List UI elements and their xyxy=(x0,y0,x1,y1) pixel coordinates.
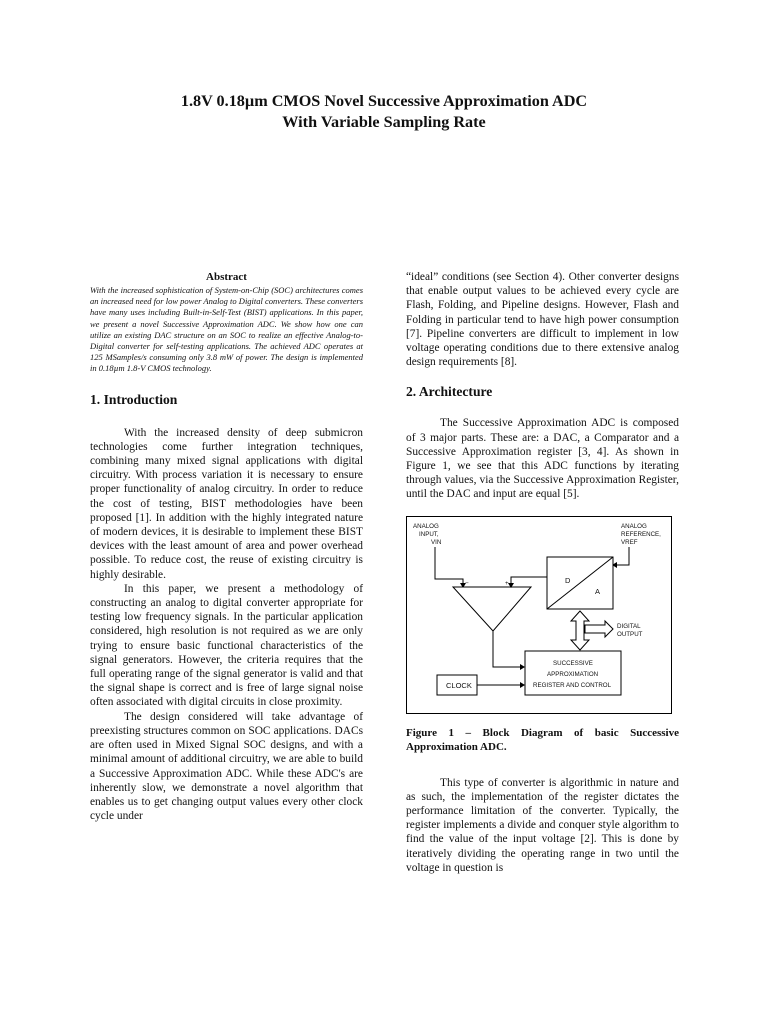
analog-input-label-3: VIN xyxy=(431,538,442,546)
abstract-body: With the increased sophistication of System-on-Chip (SOC) architectures comes an increased need for low power Analog to Digital converters. These converters have many uses including Built-in-Self-Test (BIST) applications. In this paper, we present a novel Successive Approximation ADC. We show how one can utilize an existing DAC structure on an SOC to realize an effective Analog-to-Digital converter for self-testing applications. The achieved ADC operates at 125 MSamples/s consuming only 3.8 mW of power. The design is implemented in 0.18µm 1.8-V CMOS technology. xyxy=(90,285,363,374)
dac-label-a: A xyxy=(595,586,601,596)
clock-arrow xyxy=(520,682,525,688)
figure-caption: Figure 1 – Block Diagram of basic Successive Approximation ADC. xyxy=(406,726,679,753)
comparator-plus: + xyxy=(505,579,509,587)
comparator-minus: − xyxy=(465,579,469,587)
block-diagram xyxy=(407,517,671,713)
comparator-triangle xyxy=(453,587,531,631)
abstract-heading: Abstract xyxy=(206,271,247,283)
input-wire xyxy=(435,547,463,587)
sar-label-1: SUCCESSIVE xyxy=(553,659,593,667)
analog-input-label-2: INPUT, xyxy=(419,530,439,538)
dac-label-d: D xyxy=(565,575,571,585)
reference-wire xyxy=(615,547,629,565)
dac-output-wire xyxy=(511,577,547,587)
digital-output-arrow xyxy=(585,621,613,637)
digital-output-label-2: OUTPUT xyxy=(617,630,643,638)
analog-ref-label-2: REFERENCE, xyxy=(621,530,661,538)
paper-title-line-2: With Variable Sampling Rate xyxy=(282,113,486,131)
analog-input-label-1: ANALOG xyxy=(413,522,439,530)
analog-ref-label-3: VREF xyxy=(621,538,638,546)
paper-title xyxy=(0,91,768,133)
intro-paragraph-2: In this paper, we present a methodology of constructing an analog to digital converter appropriate for testing low frequency signals. In the particular application considered, high resolution is not required as we are only trying to ensure basic functional characteristics of the signal generators. However, the criteria requires that the full operating range of the signal generator is valid and that the signal shape is correct and is free of large signal noise often associated with digital circuits in close proximity. xyxy=(90,582,363,709)
comparator-output-arrow xyxy=(520,664,525,670)
comparator-output-wire xyxy=(493,631,523,667)
after-figure-paragraph: This type of converter is algorithmic in nature and as such, the implementation of the register dictates the performance limitation of the converter. Typically, the register implements a divide and conquer style algorithm to find the value of the input voltage [2]. This is done by iteratively dividing the operating range in two until the voltage in question is xyxy=(406,776,679,874)
paper-title-line-1: 1.8V 0.18µm CMOS Novel Successive Approximation ADC xyxy=(180,92,588,110)
sar-label-2: APPROXIMATION xyxy=(547,670,599,678)
clock-label: CLOCK xyxy=(446,680,472,690)
sar-label-3: REGISTER AND CONTROL xyxy=(533,681,612,689)
intro-paragraph-3: The design considered will take advantage of preexisting structures common on SOC applications. DACs are often used in Mixed Signal SOC designs, and with a minimal amount of additional circuitry, we are able to build a Successive Approximation ADC. While these ADC's are inherently slow, we demonstrate a novel algorithm that enables us to get changing output values every other clock cycle under xyxy=(90,710,363,823)
introduction-heading: 1. Introduction xyxy=(90,391,178,407)
digital-output-label-1: DIGITAL xyxy=(617,622,641,630)
architecture-heading: 2. Architecture xyxy=(406,384,493,400)
continuation-paragraph: “ideal” conditions (see Section 4). Other converter designs that enable output values to be achieved every cycle are Flash, Folding, and Pipeline designs. However, Flash and Folding in particular tend to have high power consumption [7]. Pipeline converters are difficult to implement in low voltage operating conditions due to there extensive analog design requirements [8]. xyxy=(406,271,679,369)
right-column xyxy=(406,270,679,875)
analog-ref-label-1: ANALOG xyxy=(621,522,647,530)
architecture-paragraph: The Successive Approximation ADC is composed of 3 major parts. These are: a DAC, a Comparator and a Successive Approximation register [3, 4]. As shown in Figure 1, we see that this ADC functions by iterating through values, via the Successive Approximation Register, until the DAC and input are equal [5]. xyxy=(406,417,679,501)
left-column xyxy=(90,270,363,823)
intro-paragraph-1: With the increased density of deep submicron technologies come further integration techniques, combining many mixed signal applications with digital circuitry. With process variation it is necessary to ensure proper functionality of analog circuitry. In order to reduce the cost of testing, BIST methodologies have been proposed [1]. In addition with the highly integrated nature of modern devices, it is desirable to implement these BIST devices with the least amount of area and power overhead possible. To reduce cost, the reuse of existing circuitry is highly desirable. xyxy=(90,426,363,581)
block-diagram-figure xyxy=(406,516,672,714)
